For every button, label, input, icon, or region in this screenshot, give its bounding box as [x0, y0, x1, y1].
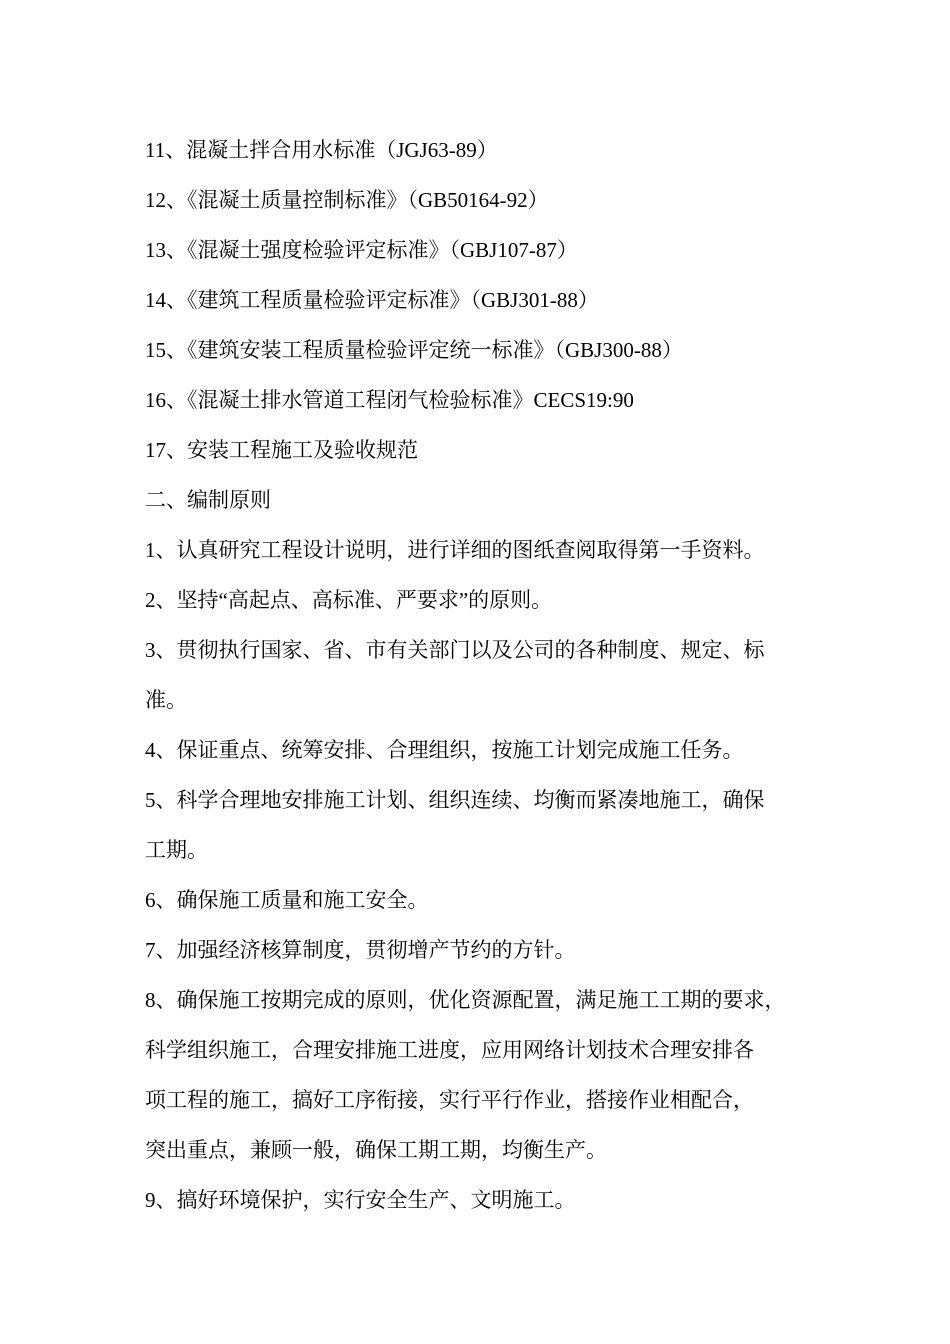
- principle-item-3: 3、贯彻执行国家、省、市有关部门以及公司的各种制度、规定、标: [145, 638, 765, 662]
- document-body: [145, 125, 835, 1225]
- principle-item-7: 7、加强经济核算制度，贯彻增产节约的方针。: [145, 938, 576, 962]
- principle-item-9: 9、搞好环境保护，实行安全生产、文明施工。: [145, 1188, 576, 1212]
- section-heading: 二、编制原则: [145, 488, 271, 512]
- standard-item-14: 14、《建筑工程质量检验评定标准》（GBJ301-88）: [145, 288, 599, 312]
- principle-item-5-cont: 工期。: [145, 838, 208, 862]
- principle-item-6: 6、确保施工质量和施工安全。: [145, 888, 429, 912]
- principle-item-8-cont-2: 项工程的施工，搞好工序衔接，实行平行作业，搭接作业相配合，: [145, 1088, 754, 1112]
- standard-item-15: 15、《建筑安装工程质量检验评定统一标准》（GBJ300-88）: [145, 338, 683, 362]
- standard-item-12: 12、《混凝土质量控制标准》（GB50164-92）: [145, 188, 549, 212]
- standard-item-13: 13、《混凝土强度检验评定标准》（GBJ107-87）: [145, 238, 578, 262]
- principle-item-4: 4、保证重点、统筹安排、合理组织，按施工计划完成施工任务。: [145, 738, 744, 762]
- principle-item-1: 1、认真研究工程设计说明，进行详细的图纸查阅取得第一手资料。: [145, 538, 765, 562]
- standard-item-16: 16、《混凝土排水管道工程闭气检验标准》CECS19:90: [145, 388, 634, 412]
- principle-item-5: 5、科学合理地安排施工计划、组织连续、均衡而紧凑地施工，确保: [145, 788, 765, 812]
- principle-item-8: 8、确保施工按期完成的原则，优化资源配置，满足施工工期的要求，: [145, 988, 786, 1012]
- principle-item-8-cont-3: 突出重点，兼顾一般，确保工期工期，均衡生产。: [145, 1138, 607, 1162]
- principle-item-8-cont-1: 科学组织施工，合理安排施工进度，应用网络计划技术合理安排各: [145, 1038, 754, 1062]
- principle-item-3-cont: 准。: [145, 688, 187, 712]
- standard-item-11: 11、混凝土拌合用水标准（JGJ63-89）: [145, 138, 498, 162]
- standard-item-17: 17、安装工程施工及验收规范: [145, 438, 418, 462]
- principle-item-2: 2、坚持“高起点、高标准、严要求”的原则。: [145, 588, 553, 612]
